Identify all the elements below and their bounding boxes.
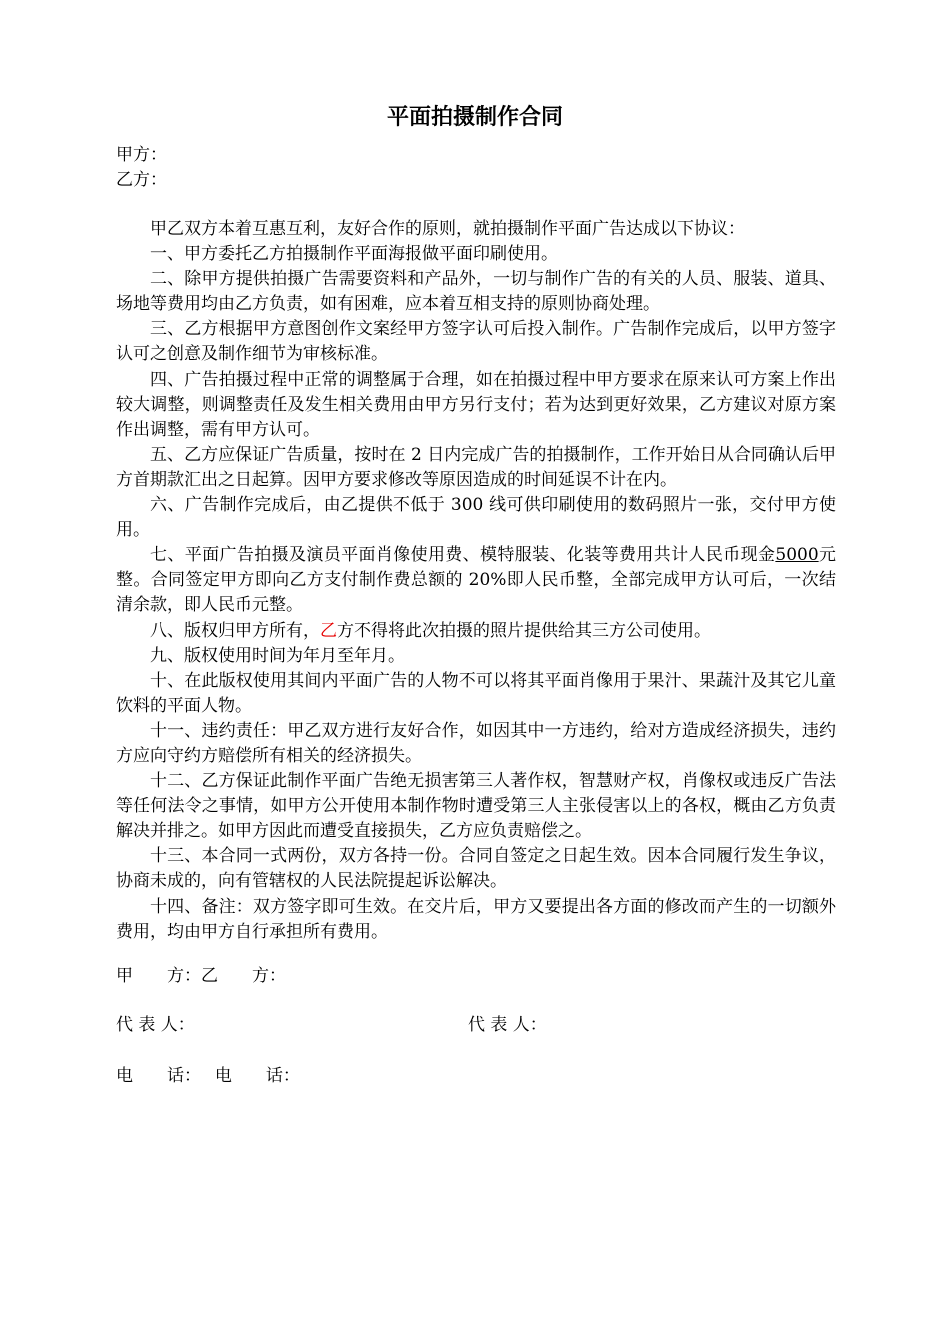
clause-11: 十一、违约责任：甲乙双方进行友好合作，如因其中一方违约，给对方造成经济损失，违约方应向守约方赔偿所有相关的经济损失。 (116, 720, 836, 766)
clause-12: 十二、乙方保证此制作平面广告绝无损害第三人著作权，智慧财产权，肖像权或违反广告法等任何法令之事情，如甲方公开使用本制作物时遭受第三人主张侵害以上的各权，概由乙方负责解决并排之。如甲方因此而遭受直接损失，乙方应负责赔偿之。 (116, 771, 836, 842)
clause-8-text-b: 方不得将此次拍摄的照片提供给其三方公司使用。 (337, 620, 711, 641)
party-a-label: 甲方： (116, 145, 167, 165)
signature-phones: 电 话： 电 话： (116, 1066, 300, 1086)
page-title: 平面拍摄制作合同 (386, 105, 563, 130)
clause-8-highlight: 乙 (320, 620, 337, 641)
clause-9: 九、版权使用时间为年月至年月。 (150, 645, 405, 666)
signature-parties: 甲 方：乙 方： (116, 966, 286, 986)
clause-8-text-a: 八、版权归甲方所有， (150, 620, 320, 641)
clause-13: 十三、本合同一式两份，双方各持一份。合同自签定之日起生效。因本合同履行发生争议，协商未成的，向有管辖权的人民法院提起诉讼解决。 (116, 846, 836, 892)
clause-8 (116, 619, 836, 644)
representative-b: 代 表 人： (468, 1015, 547, 1035)
clause-7-text-b: 元整。合同签定甲方即向乙方支付制作费总额的 20%即人民币整，全部完成甲方认可后，一次结清余款，即人民币元整。 (116, 545, 837, 616)
clause-3: 三、乙方根据甲方意图创作文案经甲方签字认可后投入制作。广告制作完成后，以甲方签字认可之创意及制作细节为审核标准。 (116, 319, 836, 365)
clause-6: 六、广告制作完成后，由乙提供不低于 300 线可供印刷使用的数码照片一张，交付甲方使用。 (116, 495, 836, 541)
representative-a: 代 表 人： (116, 1015, 195, 1035)
clause-7 (116, 543, 836, 618)
contract-body (116, 217, 836, 945)
clause-2: 二、除甲方提供拍摄广告需要资料和产品外，一切与制作广告的有关的人员、服装、道具、场地等费用均由乙方负责，如有困难，应本着互相支持的原则协商处理。 (116, 269, 836, 315)
clause-4: 四、广告拍摄过程中正常的调整属于合理，如在拍摄过程中甲方要求在原来认可方案上作出较大调整，则调整责任及发生相关费用由甲方另行支付；若为达到更好效果，乙方建议对原方案作出调整，需有甲方认可。 (116, 369, 836, 440)
party-b-label: 乙方： (116, 170, 167, 190)
clause-7-text-a: 七、平面广告拍摄及演员平面肖像使用费、模特服装、化装等费用共计人民币现金 (150, 545, 776, 566)
clause-14: 十四、备注：双方签字即可生效。在交片后，甲方又要提出各方面的修改而产生的一切额外费用，均由甲方自行承担所有费用。 (116, 896, 836, 942)
fee-amount: 5000 (775, 545, 819, 566)
clause-1: 一、甲方委托乙方拍摄制作平面海报做平面印刷使用。 (150, 244, 558, 265)
clause-5: 五、乙方应保证广告质量，按时在 2 日内完成广告的拍摄制作，工作开始日从合同确认后甲方首期款汇出之日起算。因甲方要求修改等原因造成的时间延误不计在内。 (116, 444, 836, 490)
clause-10: 十、在此版权使用其间内平面广告的人物不可以将其平面肖像用于果汁、果蔬汁及其它儿童饮料的平面人物。 (116, 670, 836, 716)
intro-paragraph: 甲乙双方本着互惠互利，友好合作的原则，就拍摄制作平面广告达成以下协议： (150, 219, 745, 239)
